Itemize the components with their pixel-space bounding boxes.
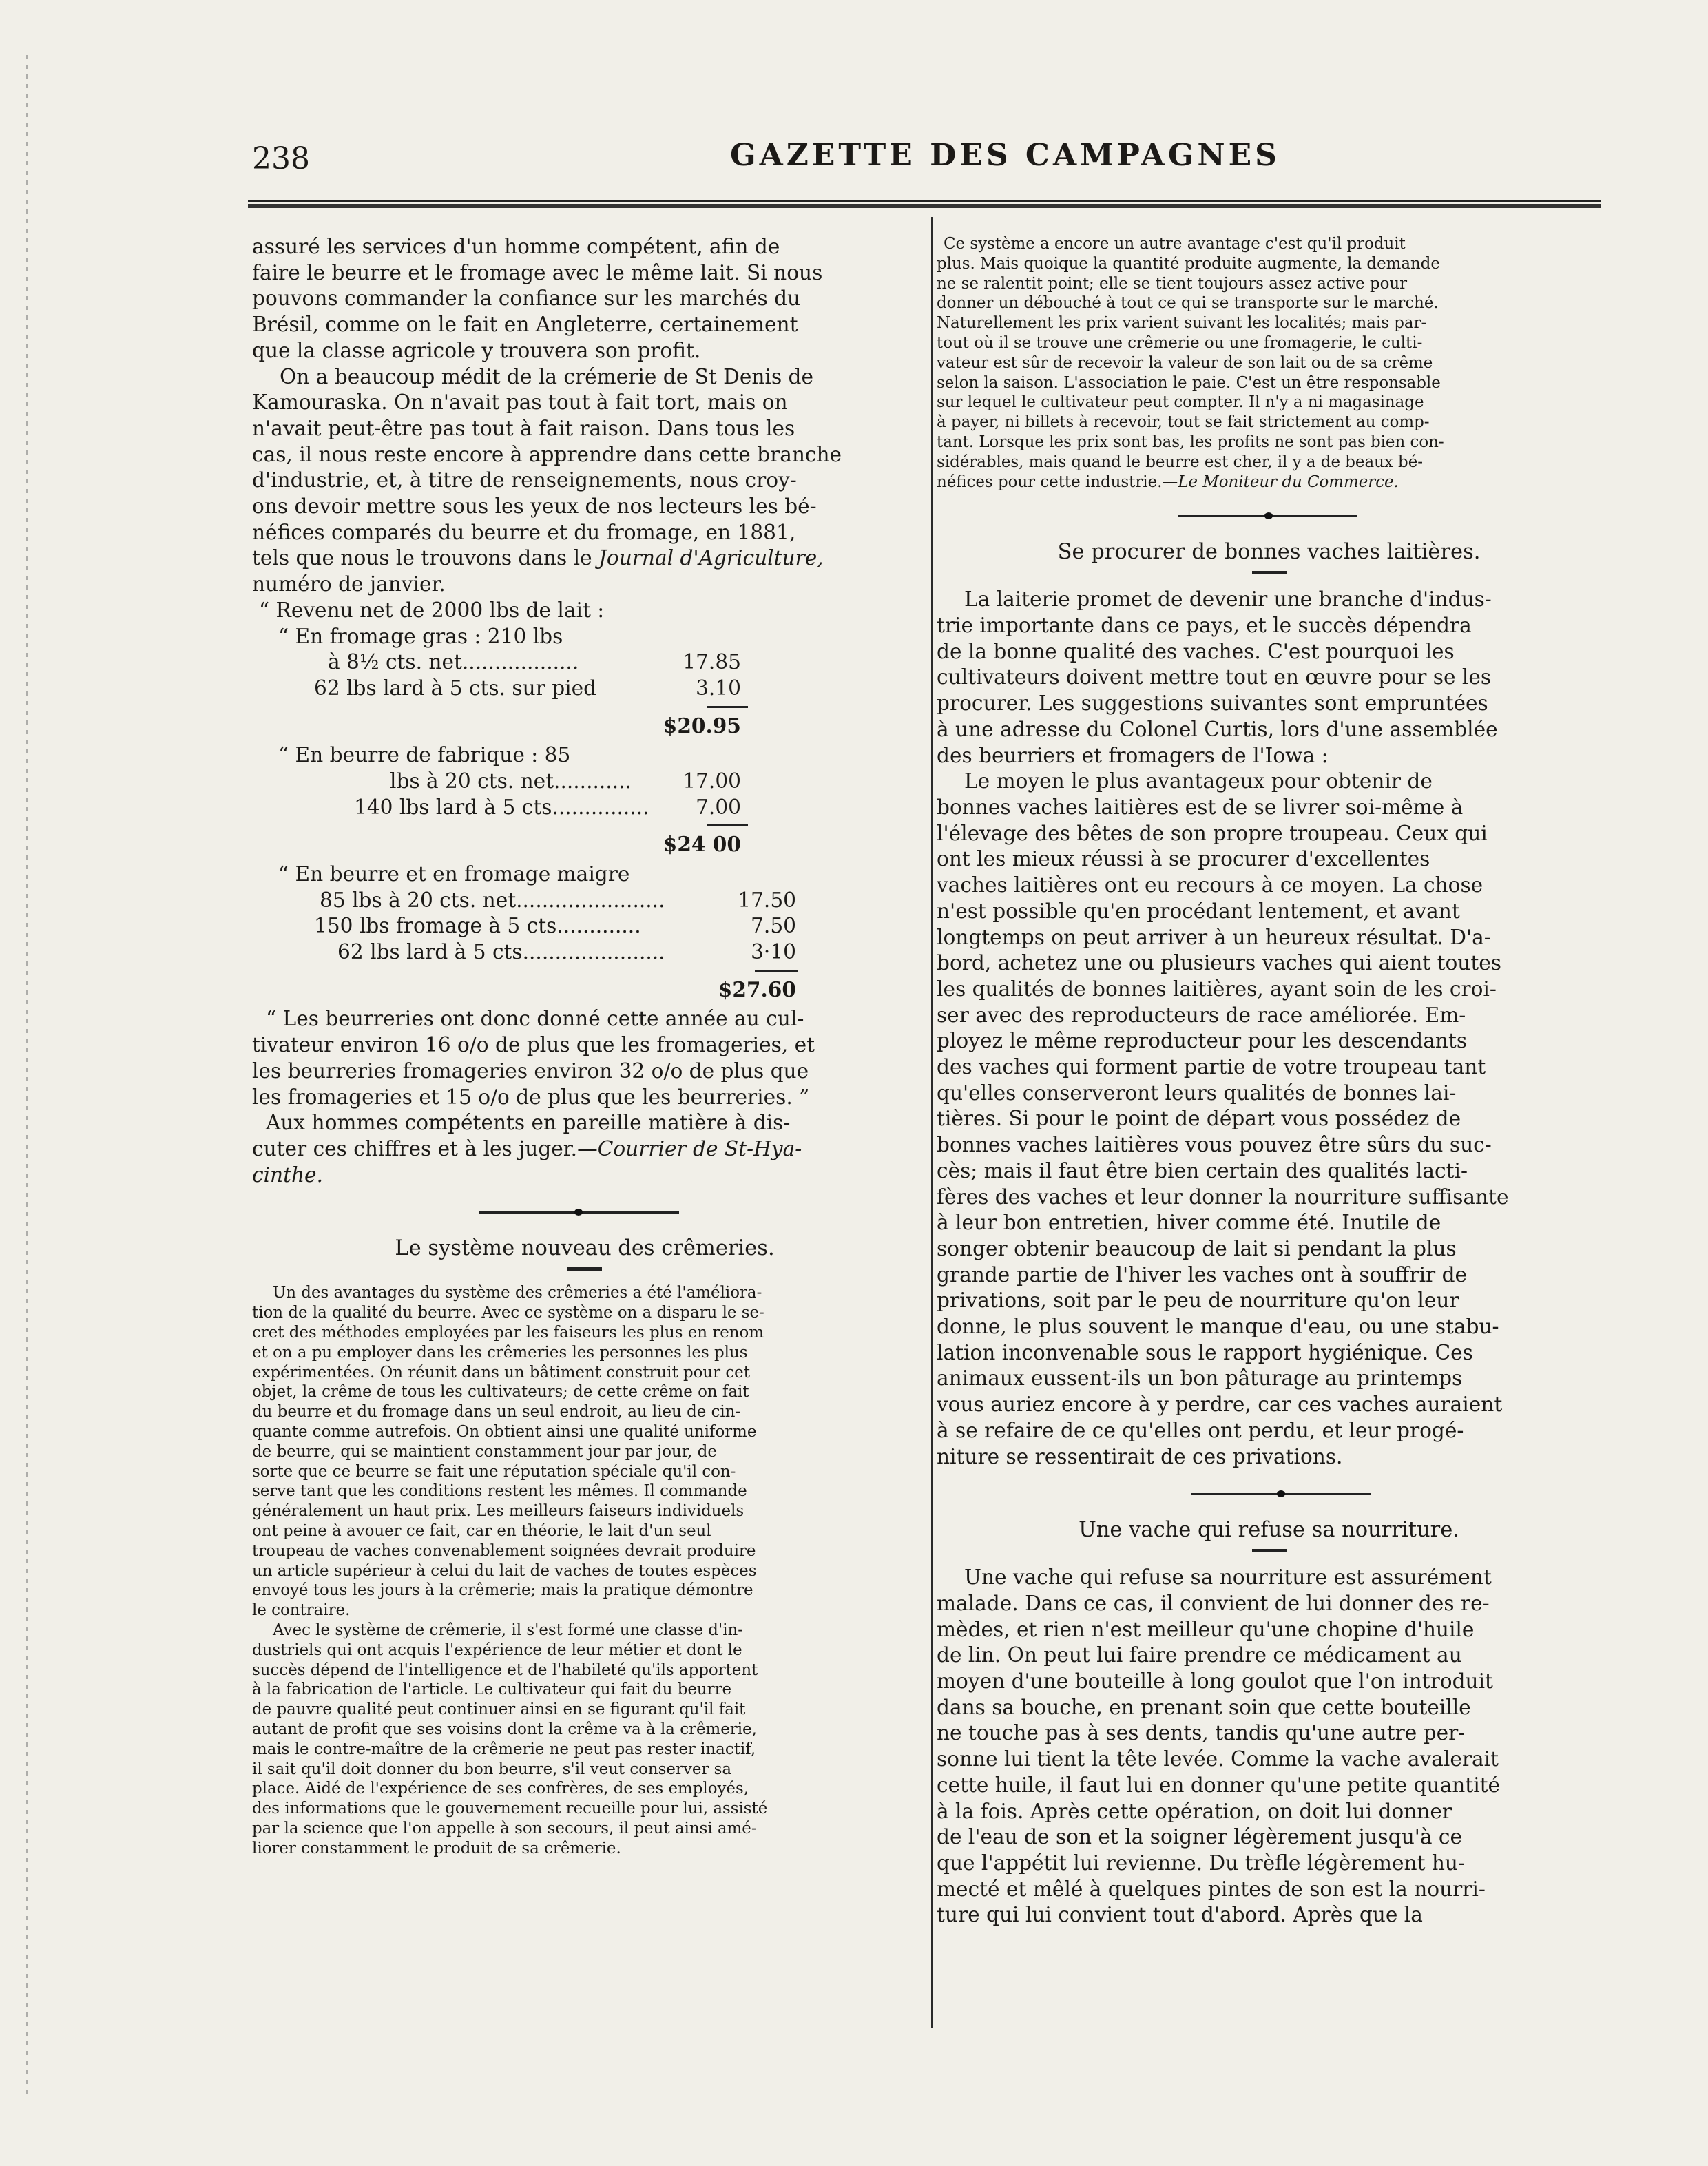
text-line: les beurreries fromageries environ 32 o/o de plus que — [252, 1059, 809, 1083]
cremeries-paragraph-2 — [252, 1621, 917, 1859]
text-line: de l'eau de son et la soigner légèrement jusqu'à ce — [937, 1825, 1463, 1849]
text-line: lation inconvenable sous le rapport hygiénique. Ces — [937, 1340, 1473, 1364]
table-row: 140 lbs lard à 5 cts............... 7.00 — [354, 795, 741, 819]
text-line: cès; mais il faut être bien certain des qualités lacti- — [937, 1158, 1468, 1183]
total-rule — [252, 820, 803, 831]
text-line: envoyé tous les jours à la crêmerie; mais la pratique démontre — [252, 1581, 753, 1600]
heading-dash — [1252, 571, 1287, 574]
section-separator — [937, 492, 1601, 540]
text-line: privations, soit par le peu de nourriture qu'on leur — [937, 1289, 1459, 1313]
heading-dash — [567, 1267, 602, 1271]
text-line: l'élevage des bêtes de son propre troupeau. Ceux qui — [937, 821, 1488, 845]
text-line: vateur est sûr de recevoir la valeur de son lait ou de sa crême — [937, 353, 1433, 372]
text-line: sidérables, mais quand le beurre est cher, il y a de beaux bé- — [937, 452, 1423, 471]
text-line: Le moyen le plus avantageux pour obtenir de — [964, 769, 1433, 793]
moniteur-citation: néfices pour cette industrie.—Le Moniteur du Commerce. — [937, 472, 1399, 491]
table-row: 150 lbs fromage à 5 cts............. 7.50 — [314, 914, 796, 938]
cremeries-paragraph-1 — [252, 1283, 917, 1621]
table-total: $24 00 — [663, 832, 741, 857]
text-line: Une vache qui refuse sa nourriture est assurément — [964, 1565, 1492, 1590]
text-line: pouvons commander la confiance sur les marchés du — [252, 287, 801, 311]
revenue-table — [252, 598, 803, 1003]
text-line: animaux eussent-ils un bon pâturage au printemps — [937, 1366, 1463, 1391]
text-line: de pauvre qualité peut continuer ainsi en se figurant qu'il fait — [252, 1700, 746, 1719]
text-line: ne se ralentit point; elle se tient toujours assez active pour — [937, 274, 1408, 293]
creamery-paragraph — [252, 364, 917, 546]
text-line: sonne lui tient la tête levée. Comme la vache avalerait — [937, 1747, 1499, 1771]
text-line: La laiterie promet de devenir une branche d'indus- — [964, 587, 1492, 612]
table-row: lbs à 20 cts. net............ 17.00 — [390, 769, 741, 793]
text-line: mèdes, et rien n'est meilleur qu'une chopine d'huile — [937, 1617, 1475, 1641]
table-total: $20.95 — [663, 713, 741, 738]
text-line: de la bonne qualité des vaches. C'est pourquoi les — [937, 639, 1455, 663]
table-section-heading: “ En beurre et en fromage maigre — [278, 862, 630, 886]
heading-nourriture: Une vache qui refuse sa nourriture. — [1079, 1518, 1459, 1543]
page-number: 238 — [252, 141, 310, 176]
journal-title: GAZETTE DES CAMPAGNES — [730, 138, 1280, 173]
text-line: ons devoir mettre sous les yeux de nos lecteurs les bé- — [252, 494, 817, 519]
text-line: autant de profit que ses voisins dont la crême va à la crêmerie, — [252, 1720, 757, 1738]
text-line: vous auriez encore à y perdre, car ces vaches auraient — [937, 1393, 1503, 1417]
text-line: que l'appétit lui revienne. Du trèfle légèrement hu- — [937, 1851, 1465, 1875]
text-line: de lin. On peut lui faire prendre ce médicament au — [937, 1643, 1462, 1667]
heading-dash — [1252, 1549, 1287, 1552]
text-line: Un des avantages du système des crêmeries a été l'améliora- — [273, 1284, 762, 1302]
text-line: tières. Si pour le point de départ vous possédez de — [937, 1107, 1461, 1131]
header-rule — [248, 200, 1601, 208]
section-separator — [937, 1470, 1601, 1518]
right-column — [937, 234, 1601, 1928]
text-line: songer obtenir beaucoup de lait si pendant la plus — [937, 1236, 1457, 1260]
vaches-paragraph-2 — [937, 769, 1601, 1470]
text-line: fères des vaches et leur donner la nourriture suffisante — [937, 1185, 1509, 1209]
text-line: troupeau de vaches convenablement soignées devrait produire — [252, 1541, 756, 1560]
text-line: mecté et mêlé à quelques pintes de son est la nourri- — [937, 1877, 1486, 1901]
text-line: par la science que l'on appelle à son secours, il peut ainsi amé- — [252, 1819, 757, 1837]
text-line: ser avec des reproducteurs de race améliorée. Em- — [937, 1003, 1466, 1027]
nourriture-paragraph — [937, 1565, 1601, 1928]
table-row: 62 lbs lard à 5 cts...................... 3·10 — [337, 940, 796, 964]
table-section-heading: “ En fromage gras : 210 lbs — [278, 624, 563, 648]
total-rule — [252, 702, 803, 713]
table-row: 62 lbs lard à 5 cts. sur pied 3.10 — [314, 676, 741, 700]
text-line: Brésil, comme on le fait en Angleterre, certainement — [252, 313, 798, 337]
text-line: tivateur environ 16 o/o de plus que les fromageries, et — [252, 1033, 815, 1057]
text-line: quante comme autrefois. On obtient ainsi une qualité uniforme — [252, 1422, 757, 1441]
text-line: des vaches qui forment partie de votre troupeau tant — [937, 1055, 1486, 1079]
text-line: qu'elles conserveront leurs qualités de bonnes lai- — [937, 1081, 1457, 1105]
text-line: objet, la crême de tous les cultivateurs; de cette crême on fait — [252, 1383, 749, 1402]
journal-citation: tels que nous le trouvons dans le Journal d'Agriculture, numéro de janvier. — [252, 546, 824, 596]
text-line: plus. Mais quoique la quantité produite augmente, la demande — [937, 254, 1440, 273]
text-line: à une adresse du Colonel Curtis, lors d'une assemblée — [937, 717, 1498, 741]
text-line: trie importante dans ce pays, et le succès dépendra — [937, 614, 1472, 638]
total-rule — [252, 966, 803, 977]
text-line: donne, le plus souvent le manque d'eau, ou une stabu- — [937, 1315, 1499, 1339]
text-line: donner un débouché à tout ce qui se transporte sur le marché. — [937, 294, 1439, 313]
text-line: Avec le système de crêmerie, il s'est formé une classe d'in- — [273, 1621, 744, 1639]
text-line: “ Les beurreries ont donc donné cette année au cul- — [266, 1007, 804, 1031]
text-line: de beurre, qui se maintient constamment jour par jour, de — [252, 1442, 717, 1461]
section-separator — [252, 1188, 917, 1236]
text-line: succès dépend de l'intelligence et de l'habileté qu'ils apportent — [252, 1660, 758, 1679]
left-column — [252, 234, 917, 1859]
text-line: des informations que le gouvernement recueille pour lui, assisté — [252, 1800, 768, 1818]
experts-paragraph — [252, 1110, 917, 1136]
text-line: ont peine à avouer ce fait, car en théorie, le lait d'un seul — [252, 1521, 711, 1540]
text-line: place. Aidé de l'expérience de ses confrères, de ses employés, — [252, 1780, 749, 1798]
text-line: tion de la qualité du beurre. Avec ce système on a disparu le se- — [252, 1304, 764, 1322]
revenue-table-title: “ Revenu net de 2000 lbs de lait : — [259, 598, 605, 622]
courrier-citation: cuter ces chiffres et à les juger.—Courrier de St-Hya- cinthe. — [252, 1136, 802, 1187]
heading-cremeries: Le système nouveau des crêmeries. — [395, 1236, 775, 1261]
text-line: moyen d'une bouteille à long goulot que l'on introduit — [937, 1669, 1493, 1694]
text-line: et on a pu employer dans les crêmeries les personnes les plus — [252, 1343, 748, 1362]
text-line: cret des méthodes employées par les faiseurs les plus en renom — [252, 1323, 764, 1342]
text-line: faire le beurre et le fromage avec le même lait. Si nous — [252, 260, 823, 284]
text-line: ont les mieux réussi à se procurer d'excellentes — [937, 847, 1430, 871]
text-line: le contraire. — [252, 1601, 351, 1620]
table-row: à 8½ cts. net.................. 17.85 — [328, 650, 741, 674]
intro-paragraph — [252, 234, 917, 364]
text-line: à payer, ni billets à recevoir, tout se fait strictement au comp- — [937, 413, 1430, 432]
text-line: Kamouraska. On n'avait pas tout à fait tort, mais on — [252, 390, 788, 415]
text-line: malade. Dans ce cas, il convient de lui donner des re- — [937, 1591, 1490, 1615]
source-courrier: Courrier de St-Hya- — [597, 1136, 802, 1160]
text-line: il sait qu'il doit donner du bon beurre, s'il veut conserver sa — [252, 1760, 732, 1778]
text-line: les fromageries et 15 o/o de plus que les beurreries. ” — [252, 1085, 810, 1109]
text-line: expérimentées. On réunit dans un bâtiment construit pour cet — [252, 1363, 750, 1382]
text-line: longtemps on peut arriver à un heureux résultat. D'a- — [937, 925, 1491, 949]
text-line: ture qui lui convient tout d'abord. Après que la — [937, 1903, 1423, 1927]
text-line: n'est possible qu'en procédant lentement, et avant — [937, 899, 1460, 923]
text-line: néfices comparés du beurre et du fromage, en 1881, — [252, 520, 796, 544]
text-line: cas, il nous reste encore à apprendre dans cette branche — [252, 442, 842, 466]
column-divider — [931, 217, 933, 2028]
continuation-paragraph — [937, 234, 1601, 472]
text-line: grande partie de l'hiver les vaches ont à souffrir de — [937, 1262, 1468, 1287]
text-line: dans sa bouche, en prenant soin que cette bouteille — [937, 1695, 1471, 1719]
journal-name: Journal d'Agriculture, — [598, 546, 824, 570]
text-line: à la fois. Après cette opération, on doit lui donner — [937, 1799, 1452, 1823]
text-line: un article supérieur à celui du lait de vaches de toutes espèces — [252, 1561, 757, 1580]
text-line: généralement un haut prix. Les meilleurs faiseurs individuels — [252, 1502, 744, 1521]
text-line: d'industrie, et, à titre de renseignements, nous croy- — [252, 468, 797, 492]
conclusion-paragraph — [252, 1006, 917, 1110]
text-line: sur lequel le cultivateur peut compter. Il n'y a ni magasinage — [937, 393, 1424, 412]
text-line: vaches laitières ont eu recours à ce moyen. La chose — [937, 873, 1483, 897]
text-line: assuré les services d'un homme compétent, afin de — [252, 235, 780, 258]
source-moniteur: Le Moniteur du Commerce. — [1178, 472, 1399, 491]
text-line: tout où il se trouve une crêmerie ou une fromagerie, le culti- — [937, 333, 1423, 352]
text-line: les qualités de bonnes laitières, ayant soin de les croi- — [937, 977, 1497, 1001]
text-line: à leur bon entretien, hiver comme été. Inutile de — [937, 1211, 1441, 1235]
text-line: Ce système a encore un autre avantage c'est qu'il produit — [944, 235, 1406, 253]
table-total: $27.60 — [718, 977, 796, 1001]
text-line: ployez le même reproducteur pour les descendants — [937, 1029, 1468, 1053]
text-line: bonnes vaches laitières vous pouvez être sûrs du suc- — [937, 1133, 1492, 1157]
table-section-heading: “ En beurre de fabrique : 85 — [278, 743, 571, 767]
text-line: cultivateurs doivent mettre tout en œuvre pour se les — [937, 665, 1492, 689]
text-line: On a beaucoup médit de la crémerie de St Denis de — [280, 364, 814, 388]
table-row: 85 lbs à 20 cts. net....................... 17.50 — [320, 888, 796, 912]
text-line: procurer. Les suggestions suivantes sont empruntées — [937, 691, 1488, 716]
page-margin-rule — [26, 55, 28, 2094]
text-line: cette huile, il faut lui en donner qu'une petite quantité — [937, 1773, 1501, 1797]
text-line: selon la saison. L'association le paie. C'est un être responsable — [937, 373, 1441, 392]
text-line: que la classe agricole y trouvera son profit. — [252, 338, 701, 362]
text-line: des beurriers et fromagers de l'Iowa : — [937, 743, 1329, 767]
text-line: ne touche pas à ses dents, tandis qu'une autre per- — [937, 1721, 1466, 1745]
vaches-paragraph-1 — [937, 587, 1601, 769]
text-line: à la fabrication de l'article. Le cultivateur qui fait du beurre — [252, 1680, 732, 1699]
text-line: sorte que ce beurre se fait une réputation spéciale qu'il con- — [252, 1462, 736, 1481]
text-line: tant. Lorsque les prix sont bas, les profits ne sont pas bien con- — [937, 433, 1444, 451]
text-line: Naturellement les prix varient suivant les localités; mais par- — [937, 314, 1427, 333]
text-line: Aux hommes compétents en pareille matière à dis- — [266, 1111, 791, 1135]
text-line: liorer constamment le produit de sa crêmerie. — [252, 1839, 621, 1857]
text-line: serve tant que les conditions restent les mêmes. Il commande — [252, 1482, 747, 1501]
text-line: bord, achetez une ou plusieurs vaches qui aient toutes — [937, 951, 1501, 975]
text-line: à se refaire de ce qu'elles ont perdu, et leur progé- — [937, 1418, 1464, 1442]
text-line: mais le contre-maître de la crêmerie ne peut pas rester inactif, — [252, 1740, 756, 1758]
text-line: n'avait peut-être pas tout à fait raison. Dans tous les — [252, 416, 795, 440]
text-line: bonnes vaches laitières est de se livrer soi-même à — [937, 795, 1464, 819]
text-line: dustriels qui ont acquis l'expérience de leur métier et dont le — [252, 1641, 742, 1659]
heading-vaches: Se procurer de bonnes vaches laitières. — [1057, 540, 1481, 565]
text-line: du beurre et du fromage dans un seul endroit, au lieu de cin- — [252, 1403, 741, 1422]
text-line: niture se ressentirait de ces privations. — [937, 1444, 1343, 1468]
